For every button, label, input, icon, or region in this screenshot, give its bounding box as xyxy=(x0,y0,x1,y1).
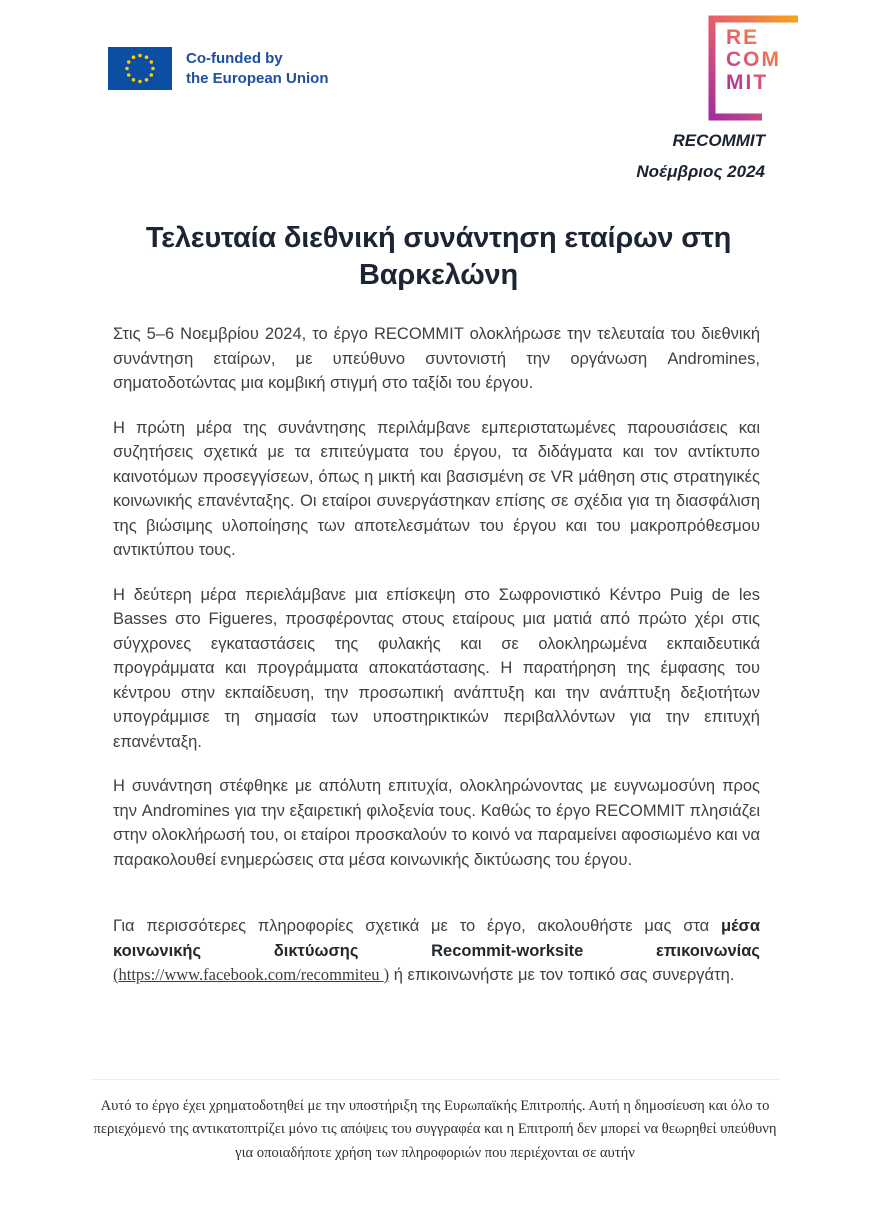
article-paragraph-2: Η πρώτη μέρα της συνάντησης περιλάμβανε εμπεριστατωμένες παρουσιάσεις και συζητήσεις σχετικά με τα επιτεύγματα του έργου, τα διδάγματα και τον αντίκτυπο καινοτόμων προσεγγίσεων, όπως η μικτή και βασισμένη σε VR μάθηση στις στρατηγικές κοινωνικής επανένταξης. Οι εταίροι συνεργάστηκαν επίσης σε σχέδια για τη διασφάλιση της βιώσιμης υλοποίησης των αποτελεσμάτων του έργου και του μακροπρόθεσμου αντικτύπου τους. xyxy=(113,418,760,559)
recommit-logo-line3: MIT xyxy=(726,70,769,94)
article-body xyxy=(113,322,760,1008)
eu-cofunded-logo xyxy=(108,47,329,90)
cta-bold-text: μέσα κοινωνικής δικτύωσης Recommit-worksite επικοινωνίας xyxy=(113,917,760,960)
footer-disclaimer: Αυτό το έργο έχει χρηματοδοτηθεί με την υποστήριξη της Ευρωπαϊκής Επιτροπής. Αυτή η δημοσίευση και όλο το περιεχόμενό της αντικατοπτρίζει μόνο τις απόψεις του συγγραφέα και η Επιτροπή δεν μπορεί να θεωρηθεί υπεύθυνη για οποιαδήποτε χρήση των πληροφοριών που περιέχονται σε αυτήν xyxy=(93,1098,777,1161)
article-title: Τελευταία διεθνική συνάντηση εταίρων στη Βαρκελώνη xyxy=(145,222,732,291)
newsletter-date: Νοέμβριος 2024 xyxy=(636,161,765,181)
recommit-logo-line1: RE xyxy=(726,26,760,49)
recommit-logo xyxy=(700,12,802,124)
footer-divider xyxy=(90,1079,780,1080)
cta-paragraph xyxy=(113,914,760,988)
recommit-logo-line2: COM xyxy=(726,48,781,72)
issue-block xyxy=(636,126,765,187)
eu-cofunded-label-line2: the European Union xyxy=(186,69,329,87)
eu-flag-icon xyxy=(108,47,172,90)
newsletter-name: RECOMMIT xyxy=(672,131,765,150)
eu-cofunded-label xyxy=(186,49,329,89)
article-paragraph-4: Η συνάντηση στέφθηκε με απόλυτη επιτυχία, ολοκληρώνοντας με ευγνωμοσύνη προς την Andromines για την εξαιρετική φιλοξενία τους. Καθώς το έργο RECOMMIT πλησιάζει στην ολοκλήρωσή του, οι εταίροι προσκαλούν το κοινό να παραμείνει αφοσιωμένο και να παρακολουθεί ενημερώσεις στα μέσα κοινωνικής δικτύωσης του έργου. xyxy=(113,777,760,869)
cta-intro: Για περισσότερες πληροφορίες σχετικά με το έργο, ακολουθήστε μας στα xyxy=(113,917,722,935)
cta-outro: ή επικοινωνήστε με τον τοπικό σας συνεργάτη. xyxy=(389,966,735,984)
article-paragraph-3: Η δεύτερη μέρα περιελάμβανε μια επίσκεψη στο Σωφρονιστικό Κέντρο Puig de les Basses στο Figueres, προσφέροντας στους εταίρους μια ματιά από πρώτο χέρι στις σύγχρονες εγκαταστάσεις της φυλακής και σε ολοκληρωμένα εκπαιδευτικά προγράμματα και προγράμματα αποκατάστασης. Η παρατήρηση της έμφασης του κέντρου στην εκπαίδευση, την προσωπική ανάπτυξη και την ανάπτυξη δεξιοτήτων υπογράμμισε τη σημασία των υποστηρικτικών περιβαλλόντων για την επιτυχή επανένταξη. xyxy=(113,585,760,751)
eu-cofunded-label-line1: Co-funded by xyxy=(186,49,283,67)
facebook-link[interactable]: (https://www.facebook.com/recommiteu ) xyxy=(113,965,390,984)
article-paragraph-1: Στις 5–6 Νοεμβρίου 2024, το έργο RECOMMIT ολοκλήρωσε την τελευταία του διεθνική συνάντηση εταίρων, με υπεύθυνο συντονιστή την οργάνωση Andromines, σηματοδοτώντας μια κομβική στιγμή στο ταξίδι του έργου. xyxy=(113,325,760,392)
recommit-logo-wordmark xyxy=(726,27,781,94)
